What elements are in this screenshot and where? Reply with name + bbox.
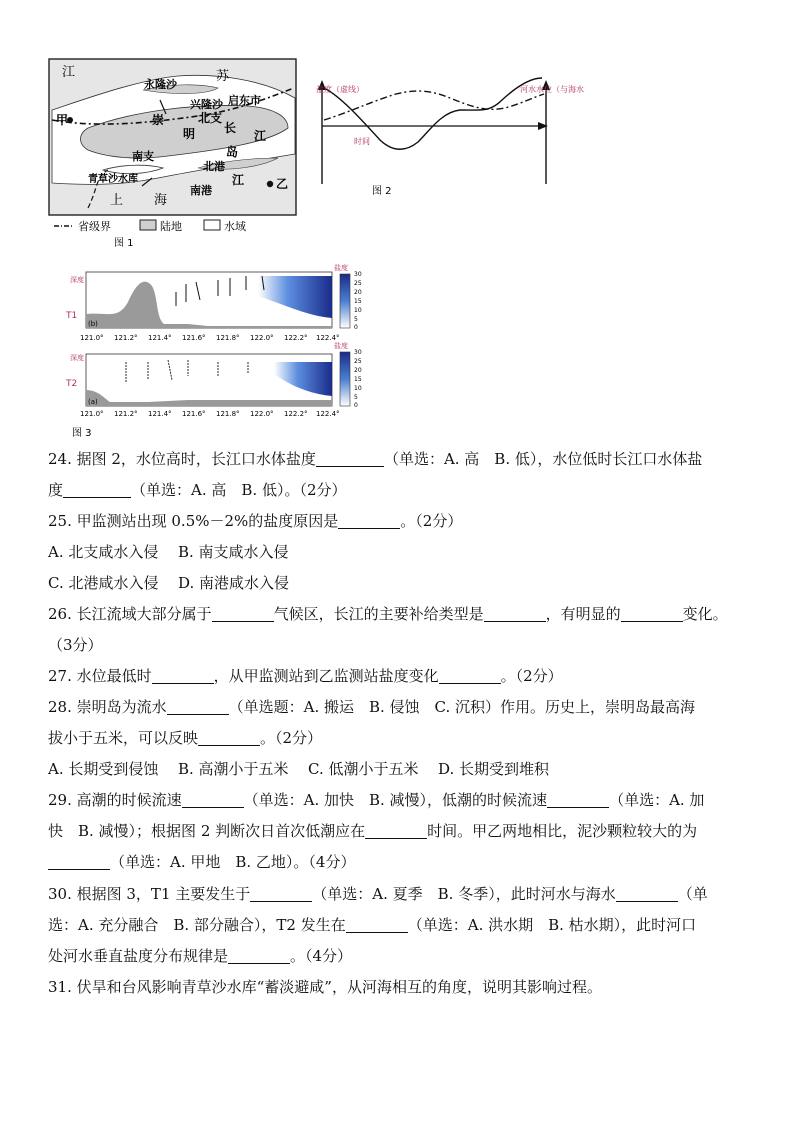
- svg-text:122.0°: 122.0°: [250, 334, 274, 342]
- figure-3-salinity-profiles: [48, 262, 378, 440]
- answer-blank[interactable]: [365, 823, 427, 839]
- answer-blank[interactable]: [250, 886, 312, 902]
- svg-text:图 1: 图 1: [114, 238, 134, 249]
- option-d: D. 南港咸水入侵: [178, 574, 290, 592]
- figure-1-map: [48, 58, 298, 250]
- svg-text:时间: 时间: [354, 137, 370, 146]
- question-25: 25. 甲监测站出现 0.5%－2%的盐度原因是 。（2分） A. 北支咸水入侵 B. 南支咸水入侵 C. 北港咸水入侵 D. 南港咸水入侵: [48, 506, 748, 599]
- svg-text:122.4°: 122.4°: [316, 334, 340, 342]
- svg-text:北支: 北支: [198, 111, 223, 125]
- svg-text:121.6°: 121.6°: [182, 410, 206, 418]
- svg-text:陆地: 陆地: [160, 220, 182, 233]
- answer-blank[interactable]: [152, 668, 214, 684]
- figure-2-salinity-waterlevel: [310, 72, 584, 202]
- svg-text:(b): (b): [88, 320, 98, 328]
- svg-text:明: 明: [183, 127, 196, 141]
- svg-text:122.0°: 122.0°: [250, 410, 274, 418]
- answer-blank[interactable]: [182, 792, 244, 808]
- svg-text:水域: 水域: [224, 220, 246, 233]
- svg-text:121.6°: 121.6°: [182, 334, 206, 342]
- svg-text:图 3: 图 3: [72, 428, 92, 439]
- answer-blank[interactable]: [338, 513, 400, 529]
- svg-text:121.8°: 121.8°: [216, 334, 240, 342]
- option-b: B. 南支咸水入侵: [178, 543, 289, 561]
- svg-text:江: 江: [254, 129, 267, 143]
- svg-text:15: 15: [354, 376, 362, 383]
- svg-text:长: 长: [224, 121, 237, 135]
- answer-blank[interactable]: [48, 854, 110, 870]
- option-b: B. 高潮小于五米: [178, 760, 289, 778]
- svg-text:青草沙水库: 青草沙水库: [88, 174, 138, 185]
- svg-text:北港: 北港: [203, 160, 225, 173]
- svg-text:(a): (a): [88, 398, 98, 406]
- question-24: 24. 据图 2，水位高时，长江口水体盐度 （单选：A. 高 B. 低），水位低时长江口水体盐 度 （单选：A. 高 B. 低）。（2分）: [48, 450, 703, 499]
- svg-text:121.2°: 121.2°: [114, 410, 138, 418]
- answer-blank[interactable]: [346, 917, 408, 933]
- svg-text:乙: 乙: [276, 177, 289, 191]
- svg-text:5: 5: [354, 316, 358, 323]
- svg-text:海: 海: [154, 193, 168, 208]
- svg-text:122.2°: 122.2°: [284, 334, 308, 342]
- svg-text:121.8°: 121.8°: [216, 410, 240, 418]
- svg-text:121.0°: 121.0°: [80, 334, 104, 342]
- svg-text:上: 上: [110, 193, 124, 208]
- answer-blank[interactable]: [167, 699, 229, 715]
- svg-text:25: 25: [354, 280, 362, 287]
- answer-blank[interactable]: [212, 606, 274, 622]
- option-c: C. 低潮小于五米: [308, 760, 419, 778]
- option-a: A. 北支咸水入侵: [48, 543, 159, 561]
- question-31: 31. 伏旱和台风影响青草沙水库“蓄淡避咸”，从河海相互的角度，说明其影响过程。: [48, 978, 602, 996]
- answer-blank[interactable]: [621, 606, 683, 622]
- option-a: A. 长期受到侵蚀: [48, 760, 159, 778]
- question-27: 27. 水位最低时 ，从甲监测站到乙监测站盐度变化 。（2分）: [48, 667, 563, 685]
- svg-text:T1: T1: [66, 311, 78, 321]
- question-26: 26. 长江流域大部分属于 气候区，长江的主要补给类型是 ，有明显的 变化。 （3分）: [48, 605, 728, 654]
- svg-text:0: 0: [354, 402, 358, 409]
- svg-text:121.4°: 121.4°: [148, 334, 172, 342]
- svg-text:河水水位（与海水: 河水水位（与海水: [520, 85, 584, 94]
- svg-text:启东市: 启东市: [228, 94, 261, 107]
- svg-text:15: 15: [354, 298, 362, 305]
- svg-text:0: 0: [354, 324, 358, 331]
- svg-text:省级界: 省级界: [78, 220, 111, 233]
- svg-text:兴隆沙: 兴隆沙: [190, 98, 223, 111]
- svg-text:122.2°: 122.2°: [284, 410, 308, 418]
- svg-text:121.4°: 121.4°: [148, 410, 172, 418]
- svg-text:5: 5: [354, 394, 358, 401]
- answer-blank[interactable]: [228, 948, 290, 964]
- svg-text:30: 30: [354, 271, 362, 278]
- svg-text:10: 10: [354, 385, 362, 392]
- svg-text:苏: 苏: [216, 69, 230, 84]
- svg-text:南支: 南支: [132, 150, 154, 163]
- svg-text:10: 10: [354, 307, 362, 314]
- svg-text:盐度（虚线）: 盐度（虚线）: [316, 85, 364, 94]
- svg-text:30: 30: [354, 349, 362, 356]
- svg-text:T2: T2: [66, 379, 78, 389]
- svg-text:深度: 深度: [70, 354, 84, 362]
- answer-blank[interactable]: [484, 606, 546, 622]
- svg-text:南港: 南港: [190, 184, 212, 197]
- svg-text:图 2: 图 2: [372, 186, 392, 197]
- answer-blank[interactable]: [547, 792, 609, 808]
- svg-text:121.2°: 121.2°: [114, 334, 138, 342]
- svg-text:122.4°: 122.4°: [316, 410, 340, 418]
- svg-text:20: 20: [354, 289, 362, 296]
- svg-text:25: 25: [354, 358, 362, 365]
- option-d: D. 长期受到堆积: [438, 760, 550, 778]
- svg-text:崇: 崇: [152, 113, 165, 127]
- svg-text:20: 20: [354, 367, 362, 374]
- svg-text:盐度: 盐度: [334, 342, 348, 350]
- svg-text:深度: 深度: [70, 276, 84, 284]
- svg-text:121.0°: 121.0°: [80, 410, 104, 418]
- svg-text:江: 江: [62, 65, 76, 80]
- question-30: 30. 根据图 3，T1 主要发生于 （单选：A. 夏季 B. 冬季），此时河水与海水 （单 选：A. 充分融合 B. 部分融合），T2 发生在 （单选：A. 洪水期 B. 枯水期），此时河口 处河水垂直盐度分布规律是 。（4分）: [48, 885, 708, 965]
- svg-text:岛: 岛: [226, 145, 239, 159]
- answer-blank[interactable]: [198, 730, 260, 746]
- svg-text:永隆沙: 永隆沙: [144, 78, 177, 91]
- svg-text:盐度: 盐度: [334, 264, 348, 272]
- option-c: C. 北港咸水入侵: [48, 574, 159, 592]
- svg-text:江: 江: [232, 173, 245, 187]
- answer-blank[interactable]: [439, 668, 501, 684]
- question-28: 28. 崇明岛为流水 （单选题：A. 搬运 B. 侵蚀 C. 沉积）作用。历史上，崇明岛最高海 拔小于五米，可以反映 。（2分） A. 长期受到侵蚀 B. 高潮小于五米 C. 低潮小于五米 D. 长期受到堆积: [48, 692, 748, 785]
- question-29: 29. 高潮的时候流速 （单选：A. 加快 B. 减慢），低潮的时候流速 （单选：A. 加 快 B. 减慢）；根据图 2 判断次日首次低潮应在 时间。甲乙两地相比，泥沙颗粒较大的为 （单选：A. 甲地 B. 乙地）。（4分）: [48, 791, 705, 871]
- answer-blank[interactable]: [316, 451, 384, 467]
- answer-blank[interactable]: [616, 886, 678, 902]
- svg-text:甲: 甲: [56, 113, 69, 127]
- answer-blank[interactable]: [63, 482, 131, 498]
